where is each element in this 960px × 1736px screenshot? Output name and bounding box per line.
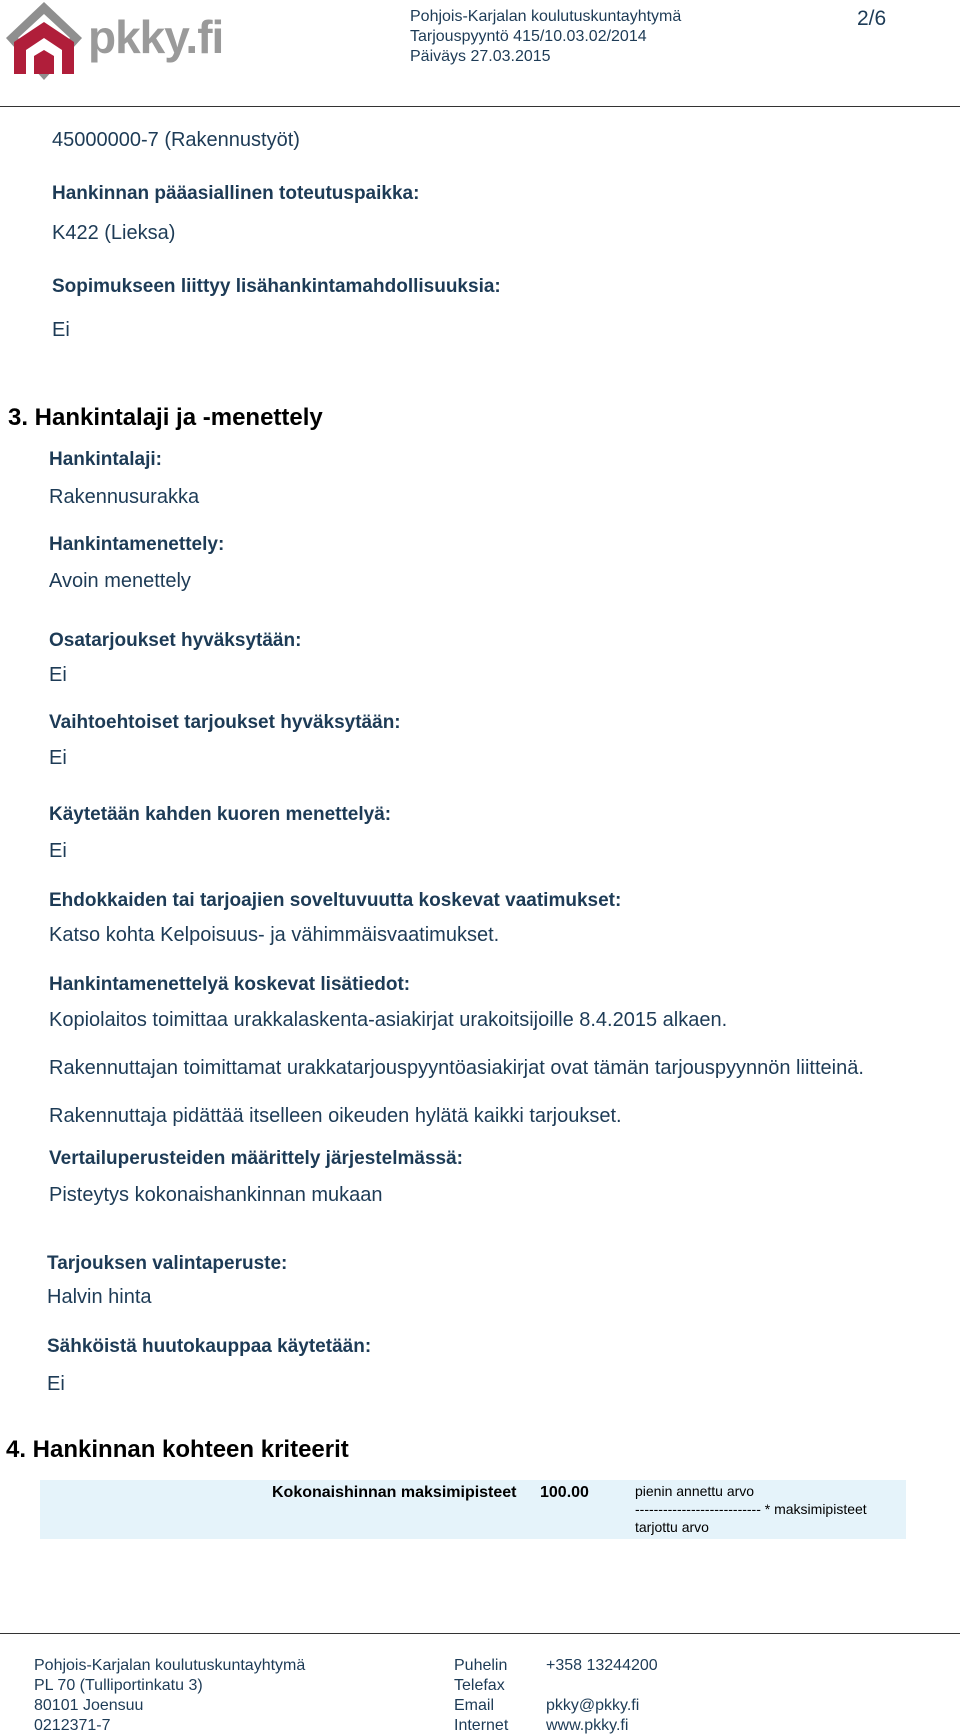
header-divider [0,106,960,107]
footer-email-label: Email [454,1697,495,1714]
type-label: Hankintalaji: [49,449,162,470]
partial-value: Ei [49,664,67,686]
alt-label: Vaihtoehtoiset tarjoukset hyväksytään: [49,712,401,733]
footer-phone-label: Puhelin [454,1657,508,1674]
header-date: Päiväys 27.03.2015 [410,48,551,65]
section3-title: 3. Hankintalaji ja -menettely [8,404,323,431]
partial-label: Osatarjoukset hyväksytään: [49,630,302,651]
logo-text: pkky.fi [88,11,224,63]
header-org: Pohjois-Karjalan koulutuskuntayhtymä [410,8,682,25]
twoenv-value: Ei [49,840,67,862]
header-ref: Tarjouspyyntö 415/10.03.02/2014 [410,28,647,45]
auction-value: Ei [47,1373,65,1395]
footer-divider [0,1633,960,1634]
criteria-max-value: 100.00 [540,1484,589,1501]
formula-denominator: tarjottu arvo [635,1519,709,1535]
logo [4,0,224,82]
footer-org: Pohjois-Karjalan koulutuskuntayhtymä [34,1657,306,1674]
cpv-code: 45000000-7 (Rakennustyöt) [52,129,300,151]
footer-address-2: 80101 Joensuu [34,1697,144,1714]
compare-label: Vertailuperusteiden määrittely järjestelmässä: [49,1148,463,1169]
section4-title: 4. Hankinnan kohteen kriteerit [6,1436,349,1463]
suitability-label: Ehdokkaiden tai tarjoajien soveltuvuutta koskevat vaatimukset: [49,890,622,911]
procedure-label: Hankintamenettely: [49,534,225,555]
procedure-value: Avoin menettely [49,570,191,592]
info-line-2: Rakennuttajan toimittamat urakkatarjouspyyntöasiakirjat ovat tämän tarjouspyynnön liitteinä. [49,1057,864,1079]
additional-label: Sopimukseen liittyy lisähankintamahdollisuuksia: [52,276,501,297]
location-label: Hankinnan pääasiallinen toteutuspaikka: [52,183,420,204]
footer-web-label: Internet [454,1717,509,1734]
twoenv-label: Käytetään kahden kuoren menettelyä: [49,804,392,825]
formula-numerator: pienin annettu arvo [635,1483,755,1499]
info-line-3: Rakennuttaja pidättää itselleen oikeuden hylätä kaikki tarjoukset. [49,1105,622,1127]
suitability-value: Katso kohta Kelpoisuus- ja vähimmäisvaatimukset. [49,924,500,946]
info-line-1: Kopiolaitos toimittaa urakkalaskenta-asiakirjat urakoitsijoille 8.4.2015 alkaen. [49,1009,728,1031]
footer-business-id: 0212371-7 [34,1717,111,1734]
footer-web[interactable]: www.pkky.fi [546,1717,629,1734]
formula-divider: --------------------------- * maksimipisteet [635,1501,867,1517]
footer-email[interactable]: pkky@pkky.fi [546,1697,640,1714]
compare-value: Pisteytys kokonaishankinnan mukaan [49,1184,383,1206]
info-label: Hankintamenettelyä koskevat lisätiedot: [49,974,411,995]
page-number: 2/6 [857,7,887,30]
alt-value: Ei [49,747,67,769]
auction-label: Sähköistä huutokauppaa käytetään: [47,1336,372,1357]
location-value: K422 (Lieksa) [52,222,176,244]
type-value: Rakennusurakka [49,486,200,508]
footer-fax-label: Telefax [454,1677,505,1694]
footer-phone: +358 13244200 [546,1657,658,1674]
criterion-label: Tarjouksen valintaperuste: [47,1253,288,1274]
logo-mark-icon [4,0,84,82]
criterion-value: Halvin hinta [47,1286,152,1308]
criteria-max-label: Kokonaishinnan maksimipisteet [272,1484,517,1501]
additional-value: Ei [52,319,70,341]
footer-address-1: PL 70 (Tulliportinkatu 3) [34,1677,203,1694]
